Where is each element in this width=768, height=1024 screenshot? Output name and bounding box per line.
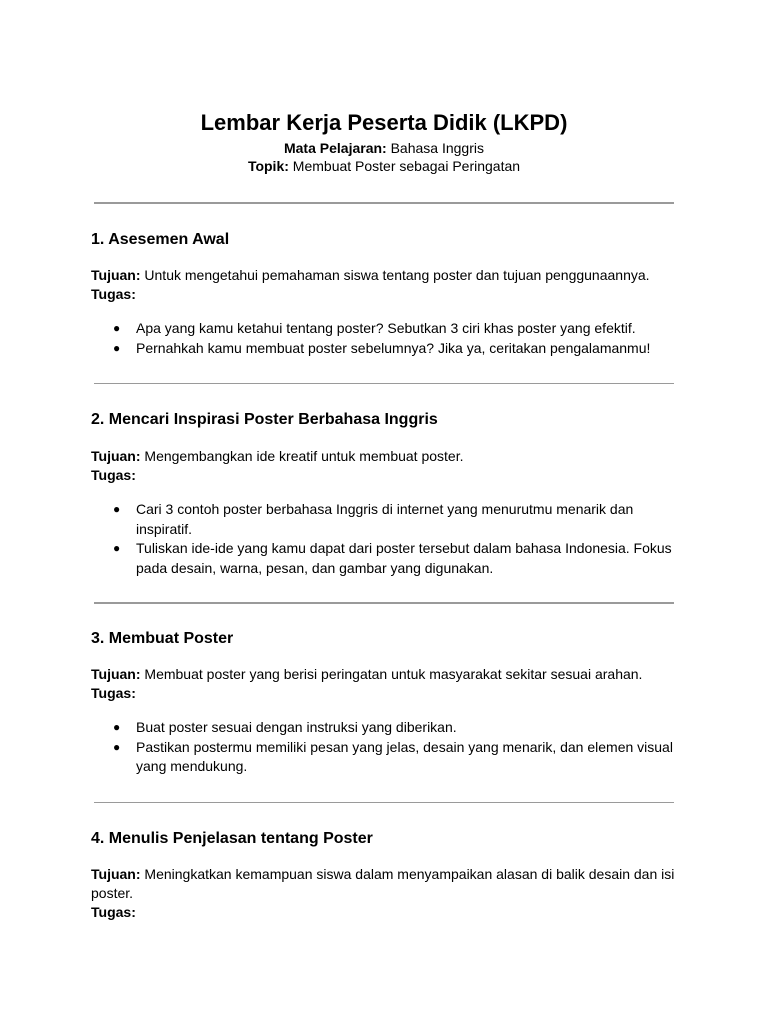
task-list <box>91 718 681 777</box>
goal-text: Untuk mengetahui pemahaman siswa tentang poster dan tujuan penggunaannya. <box>140 267 650 283</box>
task-list <box>91 319 681 358</box>
goal-text: Mengembangkan ide kreatif untuk membuat poster. <box>140 448 464 464</box>
tasks-heading <box>91 903 681 922</box>
topic-value: Membuat Poster sebagai Peringatan <box>288 158 521 174</box>
section-title: 1. Asesemen Awal <box>91 231 230 248</box>
bullet-icon: ● <box>113 720 121 734</box>
task-text: Tuliskan ide-ide yang kamu dapat dari poster tersebut dalam bahasa Indonesia. Fokus pada desain, warna, pesan, dan gambar yang digunakan. <box>136 540 672 576</box>
goal-text: Meningkatkan kemampuan siswa dalam menyampaikan alasan di balik desain dan isi poster. <box>91 866 675 901</box>
goal-label: Tujuan: <box>91 666 141 682</box>
topic-label: Topik: <box>247 158 289 174</box>
section-goal <box>91 865 681 903</box>
task-text: Buat poster sesuai dengan instruksi yang diberikan. <box>136 719 457 735</box>
bullet-icon: ● <box>113 541 121 555</box>
tasks-heading <box>91 285 681 304</box>
page-title: Lembar Kerja Peserta Didik (LKPD) <box>200 110 568 135</box>
list-item <box>91 718 681 738</box>
tasks-label: Tugas: <box>91 904 136 920</box>
subject-line <box>0 139 768 157</box>
goal-text: Membuat poster yang berisi peringatan untuk masyarakat sekitar sesuai arahan. <box>140 666 643 682</box>
section-title: 3. Membuat Poster <box>91 630 234 647</box>
subject-label: Mata Pelajaran: <box>283 140 387 156</box>
section-3 <box>91 629 681 777</box>
section-title: 4. Menulis Penjelasan tentang Poster <box>91 830 373 847</box>
task-list <box>91 500 681 578</box>
section-4 <box>91 829 681 922</box>
tasks-heading <box>91 466 681 485</box>
topic-line <box>0 157 768 175</box>
goal-label: Tujuan: <box>91 866 141 882</box>
list-item <box>91 539 681 578</box>
goal-label: Tujuan: <box>91 448 141 464</box>
tasks-label: Tugas: <box>91 685 136 701</box>
list-item <box>91 339 681 359</box>
task-text: Apa yang kamu ketahui tentang poster? Sebutkan 3 ciri khas poster yang efektif. <box>136 320 636 336</box>
bullet-icon: ● <box>113 321 121 335</box>
section-2 <box>91 410 681 578</box>
list-item <box>91 500 681 539</box>
divider <box>94 383 674 384</box>
section-title: 2. Mencari Inspirasi Poster Berbahasa Inggris <box>91 411 438 428</box>
tasks-heading <box>91 684 681 703</box>
task-text: Pastikan postermu memiliki pesan yang jelas, desain yang menarik, dan elemen visual yang mendukung. <box>136 738 673 774</box>
bullet-icon: ● <box>113 502 121 516</box>
bullet-icon: ● <box>113 739 121 754</box>
section-goal <box>91 447 681 466</box>
task-text: Pernahkah kamu membuat poster sebelumnya? Jika ya, ceritakan pengalamanmu! <box>136 339 651 356</box>
section-1 <box>91 230 681 358</box>
task-text: Cari 3 contoh poster berbahasa Inggris di internet yang menurutmu menarik dan inspiratif. <box>136 501 634 537</box>
section-goal <box>91 266 681 285</box>
divider <box>94 602 674 604</box>
tasks-label: Tugas: <box>91 286 136 302</box>
tasks-label: Tugas: <box>91 467 136 483</box>
list-item <box>91 319 681 339</box>
bullet-icon: ● <box>113 340 121 355</box>
section-goal <box>91 665 681 684</box>
list-item <box>91 738 681 777</box>
divider <box>94 202 674 204</box>
goal-label: Tujuan: <box>91 267 141 283</box>
subject-value: Bahasa Inggris <box>386 140 484 156</box>
divider <box>94 802 674 803</box>
